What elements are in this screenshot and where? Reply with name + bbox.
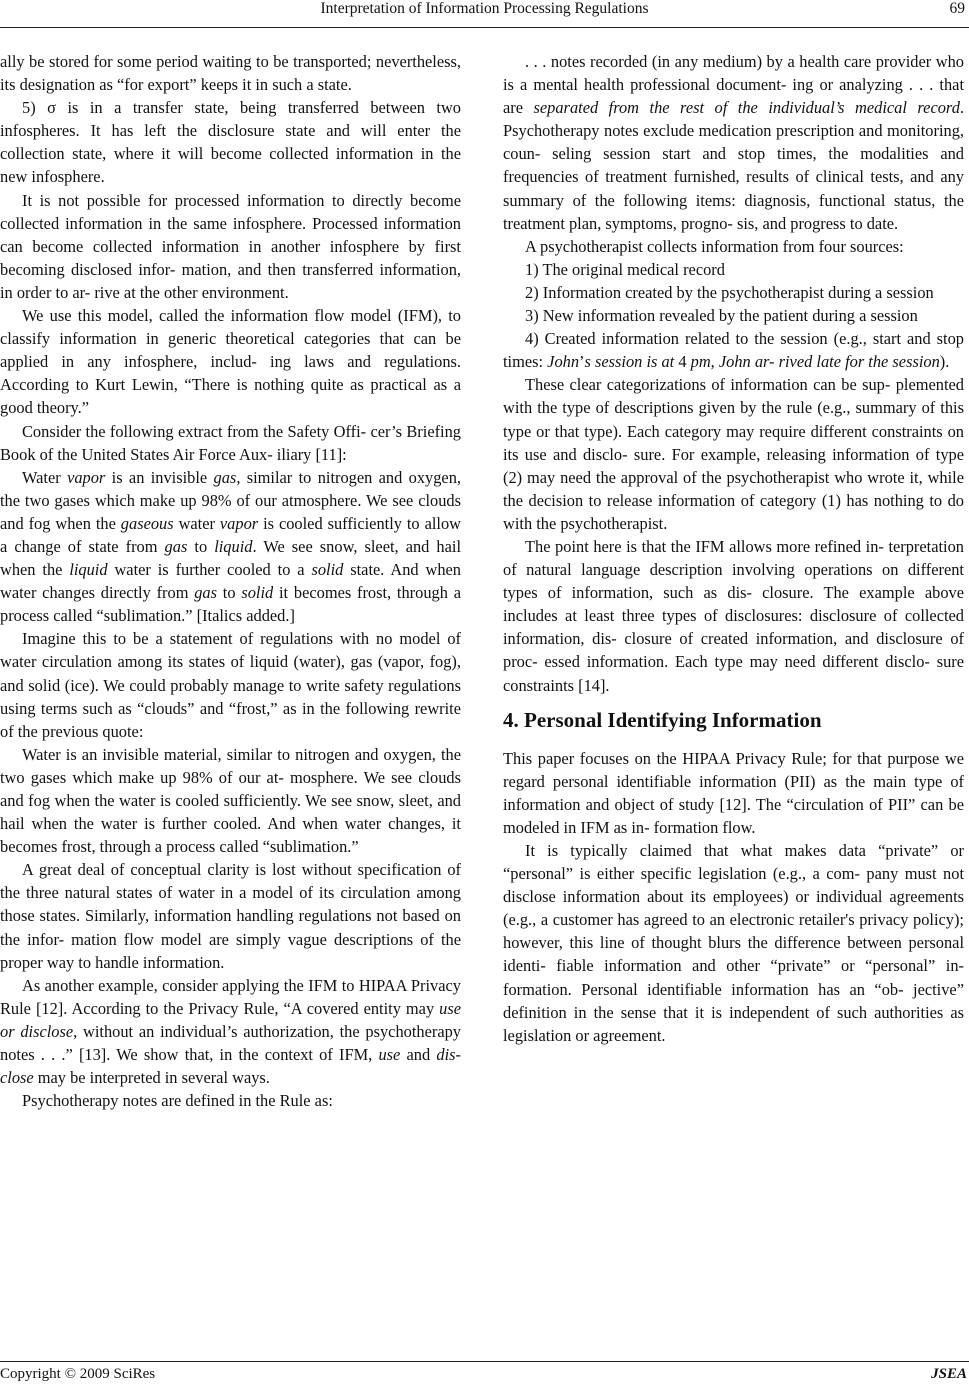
quoted-paragraph: . . . notes recorded (in any medium) by a health care provider who is a mental health professional document- ing or analyzing . . . that are separated from the rest of the individual’s medical record. Psychotherapy notes exclude medication prescription and monitoring, coun- seling session start and stop times, the modalities and frequencies of treatment furnished, results of clinical tests, and any summary of the following items: diagnosis, functional status, the treatment plan, symptoms, progno- sis, and progress to date. (503, 52, 964, 233)
paragraph: Consider the following extract from the Safety Offi- cer’s Briefing Book of the United States Air Force Aux- iliary [11]: (0, 421, 461, 464)
paragraph: We use this model, called the information flow model (IFM), to classify information in generic theoretical categories that can be applied in any infosphere, includ- ing laws and regulations. According to Kurt Lewin, “There is nothing quite as practical as a good theory.” (0, 306, 461, 418)
paragraph: It is not possible for processed information to directly become collected information in the same infosphere. Processed information can become collected information in another infosphere by first becoming disclosed infor- mation, and then transferred information, in order to ar- rive at the other environment. (0, 190, 461, 302)
quoted-paragraph: Water is an invisible material, similar to nitrogen and oxygen, the two gases which make up 98% of our at- mosphere. We see clouds and fog when the water is cooled sufficiently. We see snow, sleet, and hail when the water is further cooled. And when water changes, it becomes frost, through a process called “sublimation.” (0, 744, 461, 857)
paragraph: ally be stored for some period waiting to be transported; nevertheless, its designation as “for export” keeps it in such a state. (0, 52, 461, 95)
paragraph: Psychotherapy notes are defined in the Rule as: (22, 1091, 333, 1111)
journal-abbreviation: JSEA (931, 1366, 967, 1382)
paragraph: 5) σ is in a transfer state, being transferred between two infospheres. It has left the disclosure state and will enter the collection state, where it will become collected information in the new infosphere. (0, 98, 461, 187)
paragraph: Imagine this to be a statement of regulations with no model of water circulation among its states of liquid (water), gas (vapor, fog), and solid (ice). We could probably manage to write safety regulations using terms such as “clouds” and “frost,” as in the following rewrite of the previous quote: (0, 629, 461, 741)
paragraph: As another example, consider applying the IFM to HIPAA Privacy Rule [12]. According to the Privacy Rule, “A covered entity may use or disclose, without an individual’s authorization, the psychotherapy notes . . .” [13]. We show that, in the context of IFM, use and dis- close may be interpreted in several ways. (0, 975, 461, 1088)
list-item: 1) The original medical record (525, 259, 725, 279)
paragraph: These clear categorizations of information can be sup- plemented with the type of descriptions given by the rule (e.g., summary of this type or that type). Each category may require different constraints on its use and disclo- sure. For example, releasing information of type (2) may need the approval of the psychotherapist who wrote it, while the decision to release information of category (1) has nothing to do with the psychotherapist. (503, 375, 964, 533)
paragraph: This paper focuses on the HIPAA Privacy Rule; for that purpose we regard personal identifiable information (PII) as the main type of information and object of study [12]. The “circulation of PII” can be modeled in IFM as in- formation flow. (503, 748, 964, 837)
list-item: 2) Information created by the psychotherapist during a session (525, 282, 934, 302)
paragraph: It is typically claimed that what makes data “private” or “personal” is either specific legislation (e.g., a com- pany must not disclose information about its employees) or individual agreements (e.g., a customer has agreed to an electronic retailer's privacy policy); however, this line of thought blurs the difference between personal identi- fiable information and other “private” or “personal” in- formation. Personal identifiable information has an “ob- jective” definition in the sense that it is independent of such authorities as legislation or agreement. (503, 841, 964, 1045)
running-head (0, 0, 969, 22)
page-number: 69 (949, 0, 965, 17)
quoted-paragraph: Water vapor is an invisible gas, similar to nitrogen and oxygen, the two gases which make up 98% of our atmosphere. We see clouds and fog when the gaseous water vapor is cooled sufficiently to allow a change of state from gas to liquid. We see snow, sleet, and hail when the liquid water is further cooled to a solid state. And when water changes directly from gas to solid it becomes frost, through a process called “sublimation.” [Italics added.] (0, 467, 462, 626)
header-rule (0, 27, 969, 28)
copyright-notice: Copyright © 2009 SciRes (0, 1366, 156, 1382)
left-column (0, 50, 461, 1112)
list-item: 3) New information revealed by the patient during a session (525, 306, 918, 326)
paragraph: A psychotherapist collects information from four sources: (525, 236, 904, 256)
paragraph: A great deal of conceptual clarity is lost without specification of the three natural states of water in a model of its circulation among those states. Similarly, information handling regulations not based on the infor- mation flow model are simply vague descriptions of the proper way to handle information. (0, 860, 461, 972)
footer-rule (0, 1361, 969, 1362)
right-column (503, 50, 964, 1047)
list-item: 4) Created information related to the session (e.g., start and stop times: John’s session is at 4 pm, John ar- rived late for the session). (503, 329, 964, 372)
section-heading: 4. Personal Identifying Information (503, 707, 822, 732)
paragraph: The point here is that the IFM allows more refined in- terpretation of natural language description involving operations on different types of information, such as dis- closure. The example above includes at least three types of disclosures: disclosure of collected information, dis- closure of created information, and disclosure of proc- essed information. Each type may need different disclo- sure constraints [14]. (503, 536, 964, 695)
running-title: Interpretation of Information Processing Regulations (320, 0, 649, 17)
